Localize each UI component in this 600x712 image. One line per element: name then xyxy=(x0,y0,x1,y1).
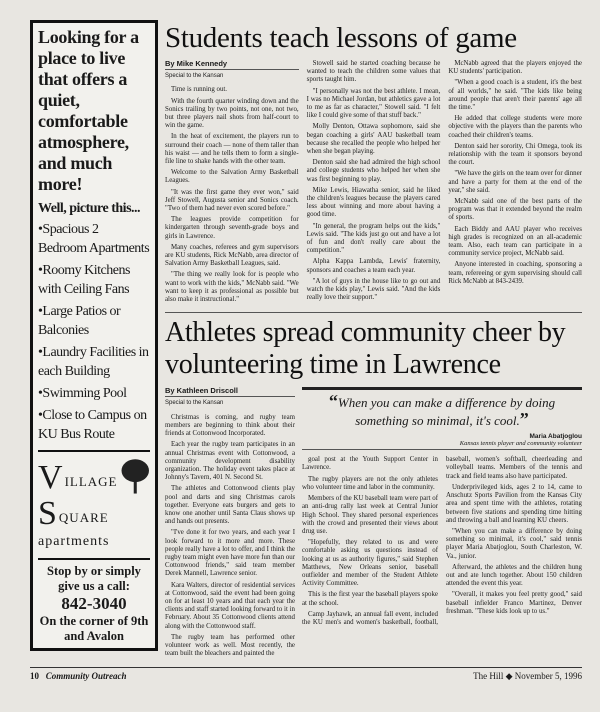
paragraph: Anyone interested in coaching, sponsoring a team, refereeing or gym supervising should call Rick McNabb at 843-2439. xyxy=(448,261,582,285)
paragraph: "When a good coach is a student, it's the best of all worlds," he said. "The kids like being around people that aren't their parents' age all the time." xyxy=(448,79,582,112)
logo-apartments: apartments xyxy=(38,534,110,549)
paragraph: Afterward, the athletes and the children hung out and ate lunch together. About 150 children attended the event this year. xyxy=(446,563,582,588)
ad-contact xyxy=(38,558,150,644)
paragraph: Denton said she had admired the high school and college students who helped her when she was first beginning to play. xyxy=(306,159,441,183)
paragraph: Each year the rugby team participates in an annual Christmas event with Cottonwood, a community development disability organization. The holiday event takes place at Johnny's Tavern, 401 N. Second St. xyxy=(165,441,295,482)
quote-name: Maria Abatjoglou xyxy=(529,433,582,441)
paragraph: Welcome to the Salvation Army Basketball Leagues. xyxy=(165,169,299,185)
article2-right-columns xyxy=(302,456,582,627)
article1-body xyxy=(165,60,582,304)
location: On the corner of 9th and Avalon xyxy=(39,614,149,643)
logo-v: V xyxy=(38,459,63,496)
paragraph: Stowell said he started coaching because he wanted to teach the children some values that sports taught him. xyxy=(306,60,441,84)
paragraph: "The thing we really look for is people who want to work with the kids," McNabb said. "We want to keep it as professional as possible but also make it instructional." xyxy=(165,271,299,304)
footer-left xyxy=(30,671,127,682)
paragraph: Members of the KU baseball team were part of an anti-drug rally last week at Central Junior High School. They shared personal experiences with the crowd and presented their views about drug use. xyxy=(302,495,438,535)
tree-icon xyxy=(120,456,151,496)
paragraph: Time is running out. xyxy=(171,86,228,94)
paragraph: With the fourth quarter winding down and the Sonics trailing by two points, not one, not two, but three players nail shots from half-court to win the game. xyxy=(165,97,299,130)
paragraph: Mike Lewis, Hiawatha senior, said he liked the children's leagues because the players cared less about winning and more about having a good time. xyxy=(306,186,441,219)
ad-feature: •Roomy Kitchens with Ceiling Fans xyxy=(38,263,130,297)
paragraph: Molly Denton, Ottawa sophomore, said she began coaching a girls' AAU basketball team because she recalled the people who helped her when she began playing. xyxy=(306,123,441,156)
section-name: Community Outreach xyxy=(45,671,127,682)
paragraph: Many coaches, referees and gym supervisors are KU students, Rick McNabb, area director of Salvation Army Basketball Leagues, said. xyxy=(165,243,299,268)
quote-credit xyxy=(302,433,582,450)
page-footer xyxy=(30,667,582,682)
logo-square: QUARE xyxy=(58,510,109,525)
byline: By Mike Kennedy xyxy=(165,60,299,70)
paragraph: Camp Jayhawk, an annual fall event, included the KU men's and women's basketball, football, baseball, women's softball, cheerleading and volleyball teams. Members of the tennis and track and field teams also have participated. xyxy=(302,456,582,626)
byline: By Kathleen Driscoll xyxy=(165,387,295,397)
pull-quote xyxy=(302,387,582,429)
article1-headline: Students teach lessons of game xyxy=(165,22,517,54)
ad-feature: •Close to Campus on KU Bus Route xyxy=(38,408,147,442)
byline-credit: Special to the Kansan xyxy=(165,400,224,407)
paragraph: McNabb said one of the best parts of the program was that it extended beyond the realm of sports. xyxy=(448,198,582,222)
paragraph: "It was the first game they ever won," said Jeff Stowell, Augusta senior and Sonics coach. "Two of them had never even scored before." xyxy=(165,188,299,213)
paragraph: Each Biddy and AAU player who receives high grades is recognized on an all-academic team. Also, each team can participate in a community service project, McNabb said. xyxy=(448,225,582,258)
logo-square-row xyxy=(38,496,150,532)
article2-left-column xyxy=(165,387,295,661)
byline-credit: Special to the Kansan xyxy=(165,73,224,80)
paragraph: Christmas is coming, and rugby team members are beginning to think about their friends at Cottonwood Incorporated. xyxy=(165,413,295,438)
paragraph: "A lot of guys in the house like to go out and watch the kids play," Lewis said. "And the kids really love their support." xyxy=(306,277,441,302)
apartment-advertisement xyxy=(30,20,158,651)
articles xyxy=(165,20,582,661)
logo-village: ILLAGE xyxy=(64,474,118,489)
paragraph: The leagues provide competition for kindergarten through seventh-grade boys and girls in Lawrence. xyxy=(165,216,299,240)
footer-dateline: The Hill ◆ November 5, 1996 xyxy=(473,671,582,682)
paragraph: This is the first year the baseball players spoke at the school. xyxy=(302,591,438,607)
paragraph: McNabb agreed that the players enjoyed the KU students' participation. xyxy=(448,60,582,76)
close-quote-icon: ” xyxy=(519,409,529,430)
article2-headline: Athletes spread community cheer by volunteering time in Lawrence xyxy=(165,312,582,381)
paragraph: "I personally was not the best athlete. I mean, I was no Michael Jordan, but athletics gave a lot to me as far as character," Stowell said. "I felt like I could give some of that stuff back." xyxy=(306,87,441,120)
open-quote-icon: “ xyxy=(328,391,338,412)
page-layout xyxy=(30,20,582,661)
paragraph: "In general, the program helps out the kids," Lewis said. "The kids just go out and have a lot of fun and don't really care about the competition." xyxy=(306,222,441,255)
article2-right-area xyxy=(302,387,582,627)
ad-feature: •Spacious 2 Bedroom Apartments xyxy=(38,222,150,256)
article2-body xyxy=(165,387,582,661)
page-number: 10 xyxy=(30,671,39,682)
quote-role: Kansas tennis player and community volunteer xyxy=(302,440,582,450)
paragraph: The rugby team has performed other volunteer work as well. Most recently, the team built the bleachers and painted the xyxy=(165,633,295,658)
ad-features-list xyxy=(38,220,150,444)
paragraph: In the heat of excitement, the players run to surround their coach — none of them taller than his waist — and he tells them to form a single-file line to shake hands with the other team. xyxy=(165,133,299,166)
paragraph: Denton said her sorority, Chi Omega, took its relationship with the team it sponsors beyond the court. xyxy=(448,142,582,167)
ad-feature: •Swimming Pool xyxy=(38,386,127,401)
village-square-logo xyxy=(38,450,150,550)
ad-headline: Looking for a place to live that offers a quiet, comfortable atmosphere, and much more! xyxy=(38,27,139,194)
logo-village-row xyxy=(38,456,150,496)
pull-quote-text: When you can make a difference by doing something so minimal, it's cool. xyxy=(337,395,556,429)
paragraph: Kara Walters, director of residential services at Cottonwood, said the event had been going on for at least 10 years and that each year the clients and staff started looking forward to it in February. About 35 Cottonwood clients attend along with the Cottonwood staff. xyxy=(165,581,295,630)
paragraph: Alpha Kappa Lambda, Lewis' fraternity, sponsors and coaches a team each year. xyxy=(306,258,441,274)
paragraph: He added that college students were more objective with the players than the parents who coached their children's teams. xyxy=(448,115,582,139)
paragraph: "I've done it for two years, and each year I look forward to it more and more. These people really have a lot to offer, and I think the rugby team might even have more fun than our Cottonwood friends," said team member Derek Mannell, Lawrence senior. xyxy=(165,529,295,578)
paragraph: "Hopefully, they related to us and were comfortable asking us questions instead of looking at us as authority figures," said Stephen Matthews, New Orleans senior, baseball outfielder and member of the Student Athlete Activity Committee. xyxy=(302,539,438,588)
ad-feature: •Large Patios or Balconies xyxy=(38,304,121,338)
paragraph: The athletes and Cottonwood clients play pool and darts and sing Christmas carols together. Everyone eats burgers and gets to know one another until Santa Claus shows up and hands out presents. xyxy=(165,485,295,526)
paragraph: Underprivileged kids, ages 2 to 14, came to Anschutz Sports Pavilion from the Kansas City area and spent time with the athletes, rotating between five stations and spending time hitting and throwing a ball and learning KU cheers. xyxy=(446,483,582,524)
logo-s: S xyxy=(38,495,57,532)
ad-subhead: Well, picture this... xyxy=(38,201,141,216)
paragraph: goal post at the Youth Support Center in Lawrence. xyxy=(302,456,438,472)
paragraph: "Overall, it makes you feel pretty good," said baseball infielder Franco Martinez, Denver freshman. "These kids look up to us." xyxy=(446,591,582,615)
paragraph: "When you can make a difference by doing something so minimal, it's cool," said tennis player Maria Abatjoglou, South Charleston, W. Va., junior. xyxy=(446,527,582,560)
contact-line: Stop by or simply give us a call: xyxy=(47,564,141,593)
ad-feature: •Laundry Facilities in each Building xyxy=(38,345,149,379)
paragraph: "We have the girls on the team over for dinner and have a party for them at the end of the year," she said. xyxy=(448,170,582,194)
paragraph: The rugby players are not the only athletes who volunteer time and labor in the community. xyxy=(302,475,438,491)
phone-number: 842-3040 xyxy=(61,594,127,613)
